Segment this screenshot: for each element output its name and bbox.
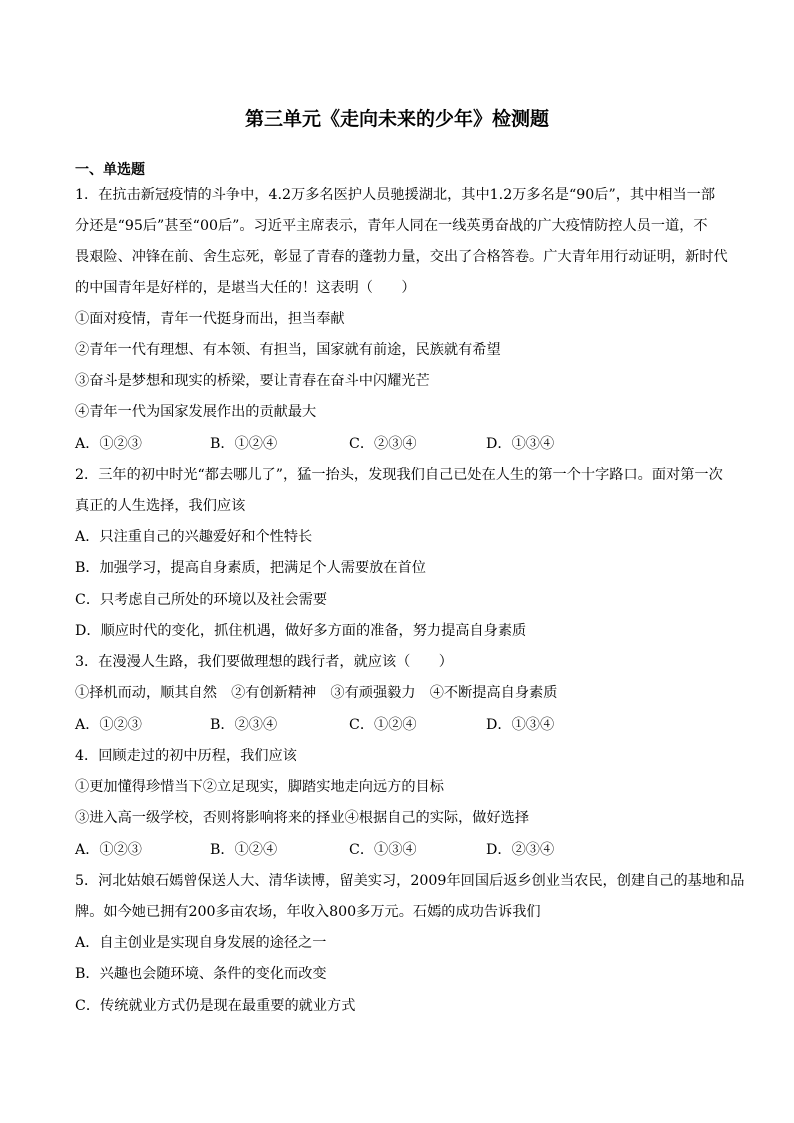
question-1-option-b: B．①②④	[210, 436, 278, 452]
question-3-option-a: A．①②③	[75, 717, 142, 733]
question-1-option-c: C．②③④	[349, 436, 417, 452]
question-3-option-d: D．①③④	[486, 717, 555, 733]
question-1-line-2: 分还是“95后”甚至“00后”。习近平主席表示，青年人同在一线英勇奋战的广大疫情防控人员一道，不	[75, 218, 708, 234]
question-2-line-1: 2．三年的初中时光“都去哪儿了”，猛一抬头，发现我们自己已处在人生的第一个十字路口。面对第一次	[75, 467, 723, 483]
question-1-line-4: 的中国青年是好样的，是堪当大任的！这表明（ ）	[75, 280, 416, 296]
question-1-statement-4: ④青年一代为国家发展作出的贡献最大	[75, 404, 317, 420]
question-5-line-2: 牌。如今她已拥有200多亩农场，年收入800多万元。石嫣的成功告诉我们	[75, 904, 541, 920]
question-1-option-d: D．①③④	[486, 436, 555, 452]
question-1-option-a: A．①②③	[75, 436, 142, 452]
question-4-option-b: B．①②④	[210, 842, 278, 858]
question-4-line-1: 4．回顾走过的初中历程，我们应该	[75, 748, 297, 764]
question-1-statement-2: ②青年一代有理想、有本领、有担当，国家就有前途，民族就有希望	[75, 342, 501, 358]
question-1-line-3: 畏艰险、冲锋在前、舍生忘死，彰显了青春的蓬勃力量，交出了合格答卷。广大青年用行动证明，新时代	[75, 249, 728, 265]
question-5-option-b: B．兴趣也会随环境、条件的变化而改变	[75, 966, 327, 982]
question-1-statement-3: ③奋斗是梦想和现实的桥梁，要让青春在奋斗中闪耀光芒	[75, 373, 430, 389]
question-3-option-b: B．②③④	[210, 717, 278, 733]
question-1-line-1: 1．在抗击新冠疫情的斗争中，4.2万多名医护人员驰援湖北，其中1.2万多名是“90后”，其中相当一部	[75, 187, 716, 203]
question-2-option-c: C．只考虑自己所处的环境以及社会需要	[75, 592, 328, 608]
question-3-statements: ①择机而动，顺其自然 ②有创新精神 ③有顽强毅力 ④不断提高自身素质	[75, 685, 558, 701]
question-2-option-d: D．顺应时代的变化，抓住机遇，做好多方面的准备，努力提高自身素质	[75, 623, 527, 639]
question-4-option-a: A．①②③	[75, 842, 142, 858]
question-1-statement-1: ①面对疫情，青年一代挺身而出，担当奉献	[75, 311, 345, 327]
question-2-option-a: A．只注重自己的兴趣爱好和个性特长	[75, 529, 313, 545]
question-2-line-2: 真正的人生选择，我们应该	[75, 498, 246, 514]
question-4-option-c: C．①③④	[349, 842, 417, 858]
question-4-statement-1: ①更加懂得珍惜当下②立足现实，脚踏实地走向远方的目标	[75, 779, 444, 795]
question-3-line-1: 3．在漫漫人生路，我们要做理想的践行者，就应该（ ）	[75, 654, 453, 670]
question-5-option-a: A．自主创业是实现自身发展的途径之一	[75, 935, 327, 951]
question-4-statement-2: ③进入高一级学校，否则将影响将来的择业④根据自己的实际，做好选择	[75, 810, 530, 826]
question-3-option-c: C．①②④	[349, 717, 417, 733]
question-5-option-c: C．传统就业方式仍是现在最重要的就业方式	[75, 998, 356, 1014]
question-2-option-b: B．加强学习，提高自身素质，把满足个人需要放在首位	[75, 560, 426, 576]
section-heading: 一、单选题	[75, 162, 145, 178]
question-4-option-d: D．②③④	[486, 842, 555, 858]
question-5-line-1: 5．河北姑娘石嫣曾保送人大、清华读博，留美实习，2009年回国后返乡创业当农民，创建自己的基地和品	[75, 873, 745, 889]
page-title: 第三单元《走向未来的少年》检测题	[244, 108, 549, 130]
